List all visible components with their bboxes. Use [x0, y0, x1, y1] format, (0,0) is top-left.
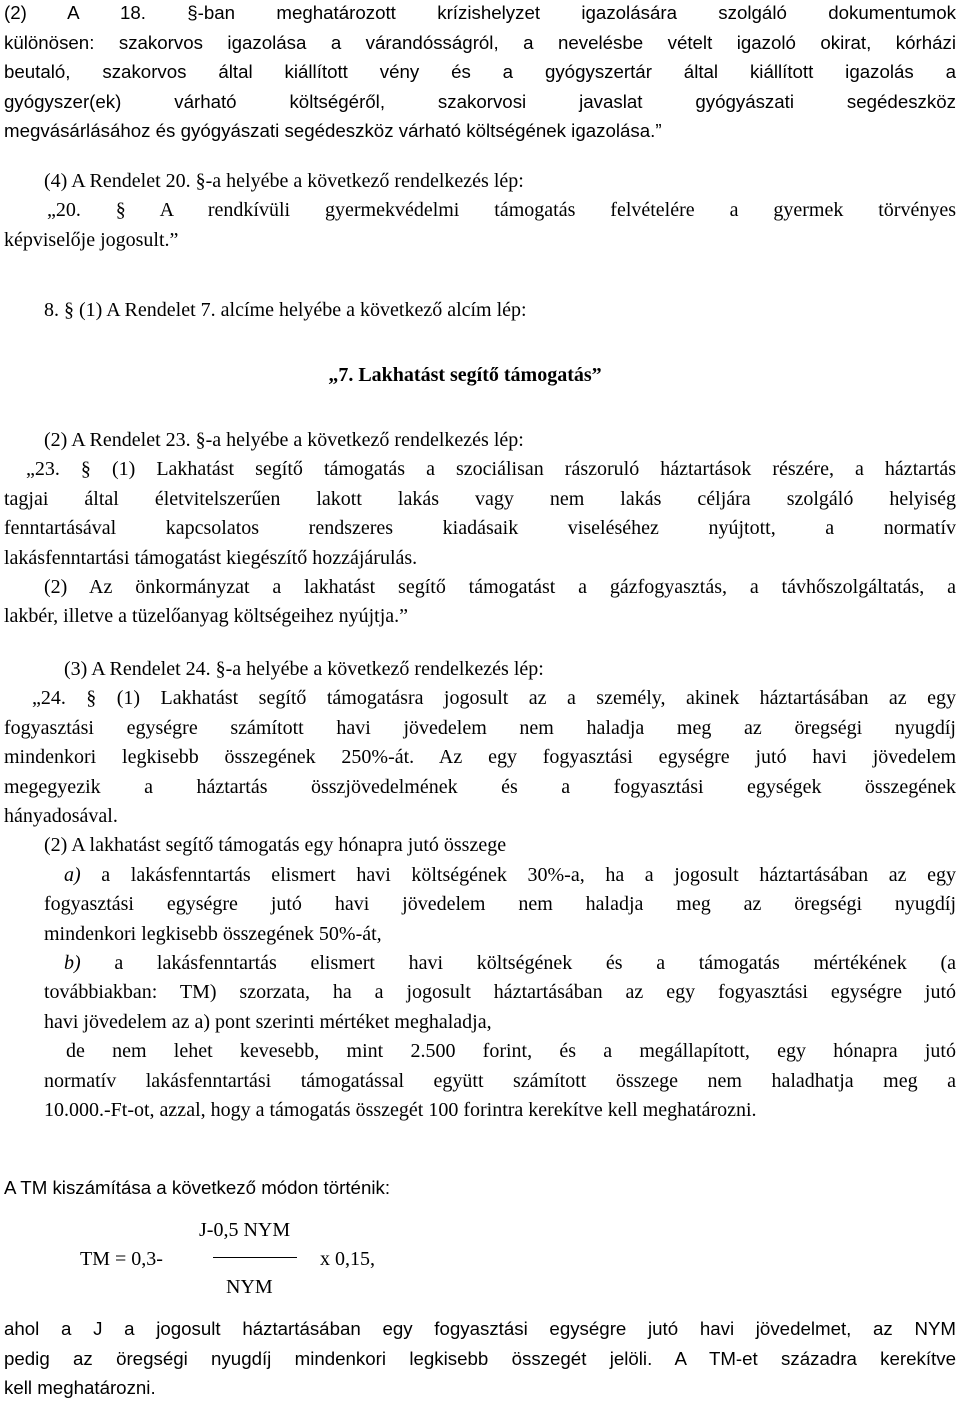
- point-b-line: [4, 949, 956, 978]
- text-line: hányadosával.: [4, 805, 118, 828]
- text-line: továbbiakban: TM) szorzata, ha a jogosult háztartásában az egy fogyasztási egységre jutó: [44, 981, 956, 1004]
- text-line: (2) Az önkormányzat a lakhatást segítő támogatást a gázfogyasztás, a távhőszolgáltatás, a: [44, 576, 956, 599]
- tm-calculation: [4, 1173, 956, 1203]
- text-line: megegyezik a háztartás összjövedelmének és a fogyasztási egységek összegének: [4, 775, 956, 798]
- text-line: lakásfenntartási támogatást kiegészítő hozzájárulás.: [4, 546, 418, 569]
- tm-intro: A TM kiszámítása a következő módon történik:: [4, 1177, 391, 1198]
- text-line: 10.000.-Ft-ot, azzal, hogy a támogatás összegét 100 forintra kerekítve kell meghatározni.: [44, 1099, 757, 1122]
- text-line: (2) A lakhatást segítő támogatás egy hónapra jutó összege: [44, 834, 507, 857]
- text-line: ahol a J a jogosult háztartásában egy fogyasztási egységre jutó havi jövedelmet, az NYM: [4, 1318, 956, 1339]
- text-line: megvásárlásához és gyógyászati segédeszköz várható költségének igazolása.”: [4, 120, 662, 142]
- subtitle-block: [4, 361, 956, 390]
- formula-denominator: NYM: [226, 1276, 273, 1298]
- point-b-text: a lakásfenntartás elismert havi költségének és a támogatás mértékének (a: [114, 952, 956, 975]
- section-rendelet-24: [4, 655, 956, 1126]
- formula-rhs: x 0,15,: [320, 1248, 375, 1270]
- text-line: (2) A 18. §-ban meghatározott krízishelyzet igazolására szolgáló dokumentumok: [4, 2, 956, 23]
- point-a-line: [4, 861, 956, 890]
- text-line: fogyasztási egységre számított havi jövedelem nem haladja meg az öregségi nyugdíj: [4, 716, 956, 739]
- text-line: képviselője jogosult.”: [4, 228, 179, 251]
- text-line: de nem lehet kevesebb, mint 2.500 forint, és a megállapított, egy hónapra jutó: [66, 1040, 956, 1063]
- section-rendelet-20: [4, 167, 956, 255]
- text-line: havi jövedelem az a) pont szerinti mértéket meghaladja,: [44, 1010, 492, 1033]
- text-line: normatív lakásfenntartási támogatással együtt számított összege nem haladhatja meg a: [44, 1069, 956, 1092]
- text-line: „23. § (1) Lakhatást segítő támogatás a szociálisan rászoruló háztartások részére, a háztartás: [26, 458, 956, 481]
- section-rendelet-23: [4, 426, 956, 632]
- section-heading: (4) A Rendelet 20. §-a helyébe a következő rendelkezés lép:: [44, 170, 524, 192]
- section-8: [4, 296, 956, 325]
- formula-numerator: J-0,5 NYM: [199, 1219, 291, 1241]
- formula-lhs: TM = 0,3-: [80, 1248, 163, 1270]
- text-line: különösen: szakorvos igazolása a várandósságról, a nevelésbe vételt igazoló okirat, kórházi: [4, 31, 956, 53]
- point-b-label: b): [64, 952, 81, 975]
- text-line: pedig az öregségi nyugdíj mindenkori legkisebb összegét jelöli. A TM-et századra kerekítve: [4, 1347, 956, 1369]
- section-heading: (2) A Rendelet 23. §-a helyébe a következő rendelkezés lép:: [44, 429, 524, 451]
- point-a-text: a lakásfenntartás elismert havi költségének 30%-a, ha a jogosult háztartásában az egy: [101, 863, 956, 886]
- text-line: fenntartásával kapcsolatos rendszeres kiadásaik viseléséhez nyújtott, a normatív: [4, 517, 956, 540]
- text-line: gyógyszer(ek) várható költségéről, szakorvosi javaslat gyógyászati segédeszköz: [4, 90, 956, 112]
- text-line: mindenkori legkisebb összegének 50%-át,: [44, 922, 382, 945]
- paragraph-crisis-documents: [4, 0, 956, 146]
- point-a-label: a): [64, 863, 81, 886]
- text-line: „24. § (1) Lakhatást segítő támogatásra jogosult az a személy, akinek háztartásában az egy: [32, 687, 956, 710]
- text-line: „20. § A rendkívüli gyermekvédelmi támogatás felvételére a gyermek törvényes: [47, 199, 956, 222]
- tm-explanation: [4, 1314, 956, 1403]
- text-line: mindenkori legkisebb összegének 250%-át. Az egy fogyasztási egységre jutó havi jövedelem: [4, 746, 956, 769]
- text-line: beutaló, szakorvos által kiállított vény és a gyógyszertár által kiállított igazolás a: [4, 61, 956, 83]
- formula-fraction-bar: [213, 1257, 297, 1258]
- subtitle-lakhatast: „7. Lakhatást segítő támogatás”: [328, 364, 602, 386]
- text-line: lakbér, illetve a tüzelőanyag költségeihez nyújtja.”: [4, 605, 409, 628]
- text-line: tagjai által életvitelszerűen lakott lakás vagy nem lakás céljára szolgáló helyiség: [4, 487, 956, 510]
- text-line: kell meghatározni.: [4, 1377, 156, 1399]
- section-heading: 8. § (1) A Rendelet 7. alcíme helyébe a következő alcím lép:: [44, 299, 527, 321]
- section-heading: (3) A Rendelet 24. §-a helyébe a következő rendelkezés lép:: [64, 658, 544, 680]
- text-line: fogyasztási egységre jutó havi jövedelem nem haladja meg az öregségi nyugdíj: [44, 893, 956, 916]
